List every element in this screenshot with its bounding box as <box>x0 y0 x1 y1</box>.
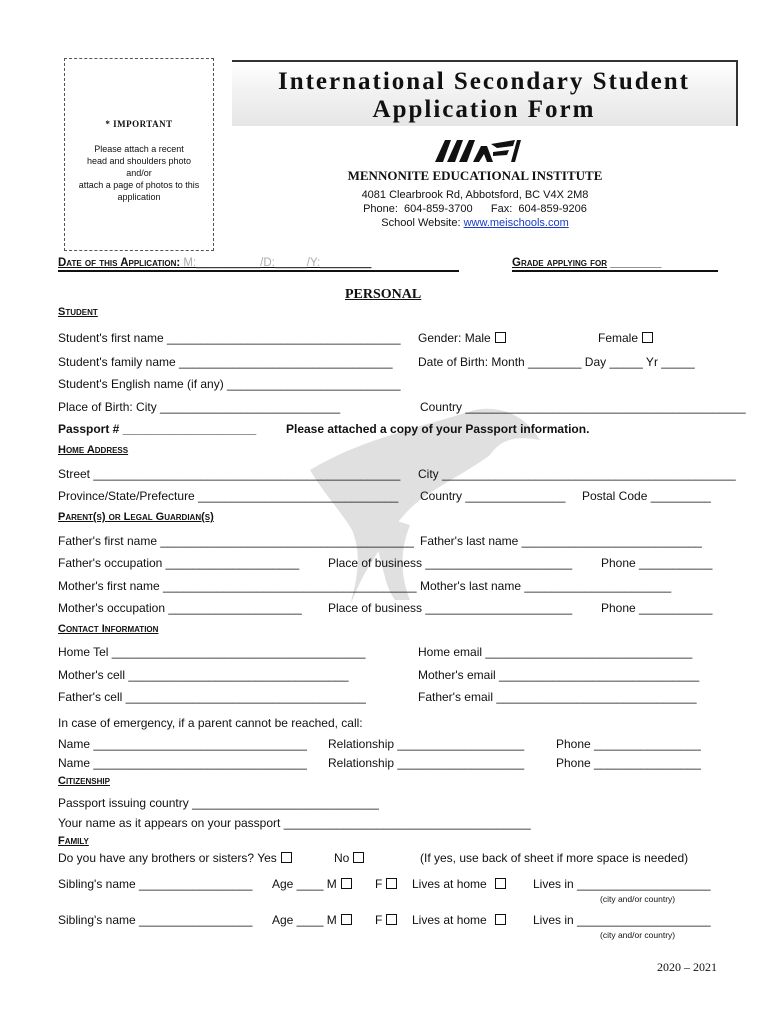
date-of-birth-field[interactable]: Date of Birth: Month ________ Day _____ Yr _____ <box>418 355 695 369</box>
emergency-phone-2-field[interactable]: Phone ________________ <box>556 756 701 770</box>
address-country-field[interactable]: Country _______________ <box>420 489 566 503</box>
school-year-footer: 2020 – 2021 <box>657 960 717 974</box>
website-link[interactable]: www.meischools.com <box>463 217 569 229</box>
sibling-2-male-checkbox[interactable] <box>341 914 352 925</box>
photo-instructions: Please attach a recent head and shoulders photo and/or attach a page of photos to this application <box>78 144 200 202</box>
gender-male-option[interactable]: Gender: Male <box>418 331 506 345</box>
mother-place-of-business-field[interactable]: Place of business ______________________ <box>328 601 573 615</box>
contact-section-heading: Contact Information <box>58 623 159 635</box>
student-english-name-field[interactable]: Student's English name (if any) __________________________ <box>58 377 401 391</box>
birth-country-field[interactable]: Country __________________________________________ <box>420 400 746 414</box>
website-label: School Website: <box>381 217 461 229</box>
mother-occupation-field[interactable]: Mother's occupation ____________________ <box>58 601 302 615</box>
grade-applying-label: Grade applying for ________ <box>512 257 662 269</box>
form-title-banner <box>232 60 738 126</box>
father-occupation-field[interactable]: Father's occupation ____________________ <box>58 556 300 570</box>
school-website-line <box>250 217 700 229</box>
photo-attachment-box[interactable] <box>64 58 214 251</box>
father-place-of-business-field[interactable]: Place of business ______________________ <box>328 556 573 570</box>
father-email-field[interactable]: Father's email ______________________________ <box>418 690 697 704</box>
sibling-2-lives-in-field[interactable]: Lives in ____________________ <box>533 913 711 927</box>
siblings-yes-checkbox[interactable] <box>281 852 292 863</box>
sibling-2-female-checkbox[interactable] <box>386 914 397 925</box>
personal-heading: PERSONAL <box>345 287 422 302</box>
sibling-2-lives-at-home-checkbox[interactable] <box>495 914 506 925</box>
emergency-phone-1-field[interactable]: Phone ________________ <box>556 737 701 751</box>
father-phone-field[interactable]: Phone ___________ <box>601 556 713 570</box>
application-date-label: Date of this Application: M:__________/D:_____/Y:________ <box>58 257 372 269</box>
sibling-2-lives-at-home[interactable]: Lives at home <box>412 913 506 927</box>
mother-first-name-field[interactable]: Mother's first name ______________________________________ <box>58 579 417 593</box>
place-of-birth-field[interactable]: Place of Birth: City ___________________________ <box>58 400 341 414</box>
sibling-2-female[interactable]: F <box>375 913 397 927</box>
province-field[interactable]: Province/State/Prefecture ______________________________ <box>58 489 399 503</box>
student-first-name-field[interactable]: Student's first name ___________________________________ <box>58 331 401 345</box>
student-family-name-field[interactable]: Student's family name ________________________________ <box>58 355 393 369</box>
emergency-name-2-field[interactable]: Name ________________________________ <box>58 756 307 770</box>
sibling-1-male-checkbox[interactable] <box>341 878 352 889</box>
important-label: * IMPORTANT <box>105 119 173 129</box>
passport-note: Please attached a copy of your Passport information. <box>286 422 590 436</box>
grade-underline <box>512 270 718 272</box>
form-title-line2: Application Form <box>372 96 596 123</box>
passport-number-field[interactable]: Passport # ____________________ <box>58 422 257 436</box>
home-address-heading: Home Address <box>58 444 129 456</box>
emergency-relationship-1-field[interactable]: Relationship ___________________ <box>328 737 525 751</box>
home-tel-field[interactable]: Home Tel ______________________________________ <box>58 645 366 659</box>
siblings-no-checkbox[interactable] <box>353 852 364 863</box>
passport-name-field[interactable]: Your name as it appears on your passport _____________________________________ <box>58 816 531 830</box>
school-phone: Phone: 604-859-3700 Fax: 604-859-9206 <box>363 203 587 215</box>
father-last-name-field[interactable]: Father's last name ___________________________ <box>420 534 702 548</box>
street-field[interactable]: Street ______________________________________________ <box>58 467 401 481</box>
mother-last-name-field[interactable]: Mother's last name ______________________ <box>420 579 672 593</box>
siblings-note: (If yes, use back of sheet if more space is needed) <box>420 851 689 865</box>
form-title-line1: International Secondary Student <box>277 68 691 95</box>
gender-female-option[interactable]: Female <box>598 331 653 345</box>
sibling-1-lives-at-home-checkbox[interactable] <box>495 878 506 889</box>
mother-phone-field[interactable]: Phone ___________ <box>601 601 713 615</box>
father-cell-field[interactable]: Father's cell ____________________________________ <box>58 690 366 704</box>
emergency-name-1-field[interactable]: Name ________________________________ <box>58 737 307 751</box>
father-first-name-field[interactable]: Father's first name ______________________________________ <box>58 534 414 548</box>
sibling-name-1-field[interactable]: Sibling's name _________________ <box>58 877 253 891</box>
sibling-2-age-male[interactable]: Age ____ M <box>272 913 352 927</box>
emergency-instruction: In case of emergency, if a parent cannot be reached, call: <box>58 716 363 730</box>
school-address: 4081 Clearbrook Rd, Abbotsford, BC V4X 2M8 <box>361 189 589 201</box>
student-section-heading: Student <box>58 306 98 318</box>
sibling-name-2-field[interactable]: Sibling's name _________________ <box>58 913 253 927</box>
mother-cell-field[interactable]: Mother's cell _________________________________ <box>58 668 349 682</box>
sibling-1-lives-at-home[interactable]: Lives at home <box>412 877 506 891</box>
home-email-field[interactable]: Home email _______________________________ <box>418 645 693 659</box>
siblings-yes-option[interactable]: Do you have any brothers or sisters? Yes <box>58 851 292 865</box>
sibling-1-lives-in-field[interactable]: Lives in ____________________ <box>533 877 711 891</box>
sibling-1-female[interactable]: F <box>375 877 397 891</box>
emergency-relationship-2-field[interactable]: Relationship ___________________ <box>328 756 525 770</box>
sibling-1-female-checkbox[interactable] <box>386 878 397 889</box>
male-checkbox[interactable] <box>495 332 506 343</box>
mei-logo-icon <box>435 138 521 162</box>
female-checkbox[interactable] <box>642 332 653 343</box>
sibling-1-age-male[interactable]: Age ____ M <box>272 877 352 891</box>
city-country-hint-2: (city and/or country) <box>600 930 676 940</box>
city-country-hint-1: (city and/or country) <box>600 894 676 904</box>
parents-section-heading: Parent(s) or Legal Guardian(s) <box>58 511 214 523</box>
city-field[interactable]: City ____________________________________________ <box>418 467 736 481</box>
siblings-no-option[interactable]: No <box>334 851 364 865</box>
citizenship-heading: Citizenship <box>58 775 110 787</box>
postal-code-field[interactable]: Postal Code _________ <box>582 489 711 503</box>
mother-email-field[interactable]: Mother's email ______________________________ <box>418 668 700 682</box>
date-underline <box>58 270 459 272</box>
passport-issuing-country-field[interactable]: Passport issuing country ____________________________ <box>58 796 379 810</box>
school-name: MENNONITE EDUCATIONAL INSTITUTE <box>347 168 603 183</box>
family-heading: Family <box>58 835 89 847</box>
